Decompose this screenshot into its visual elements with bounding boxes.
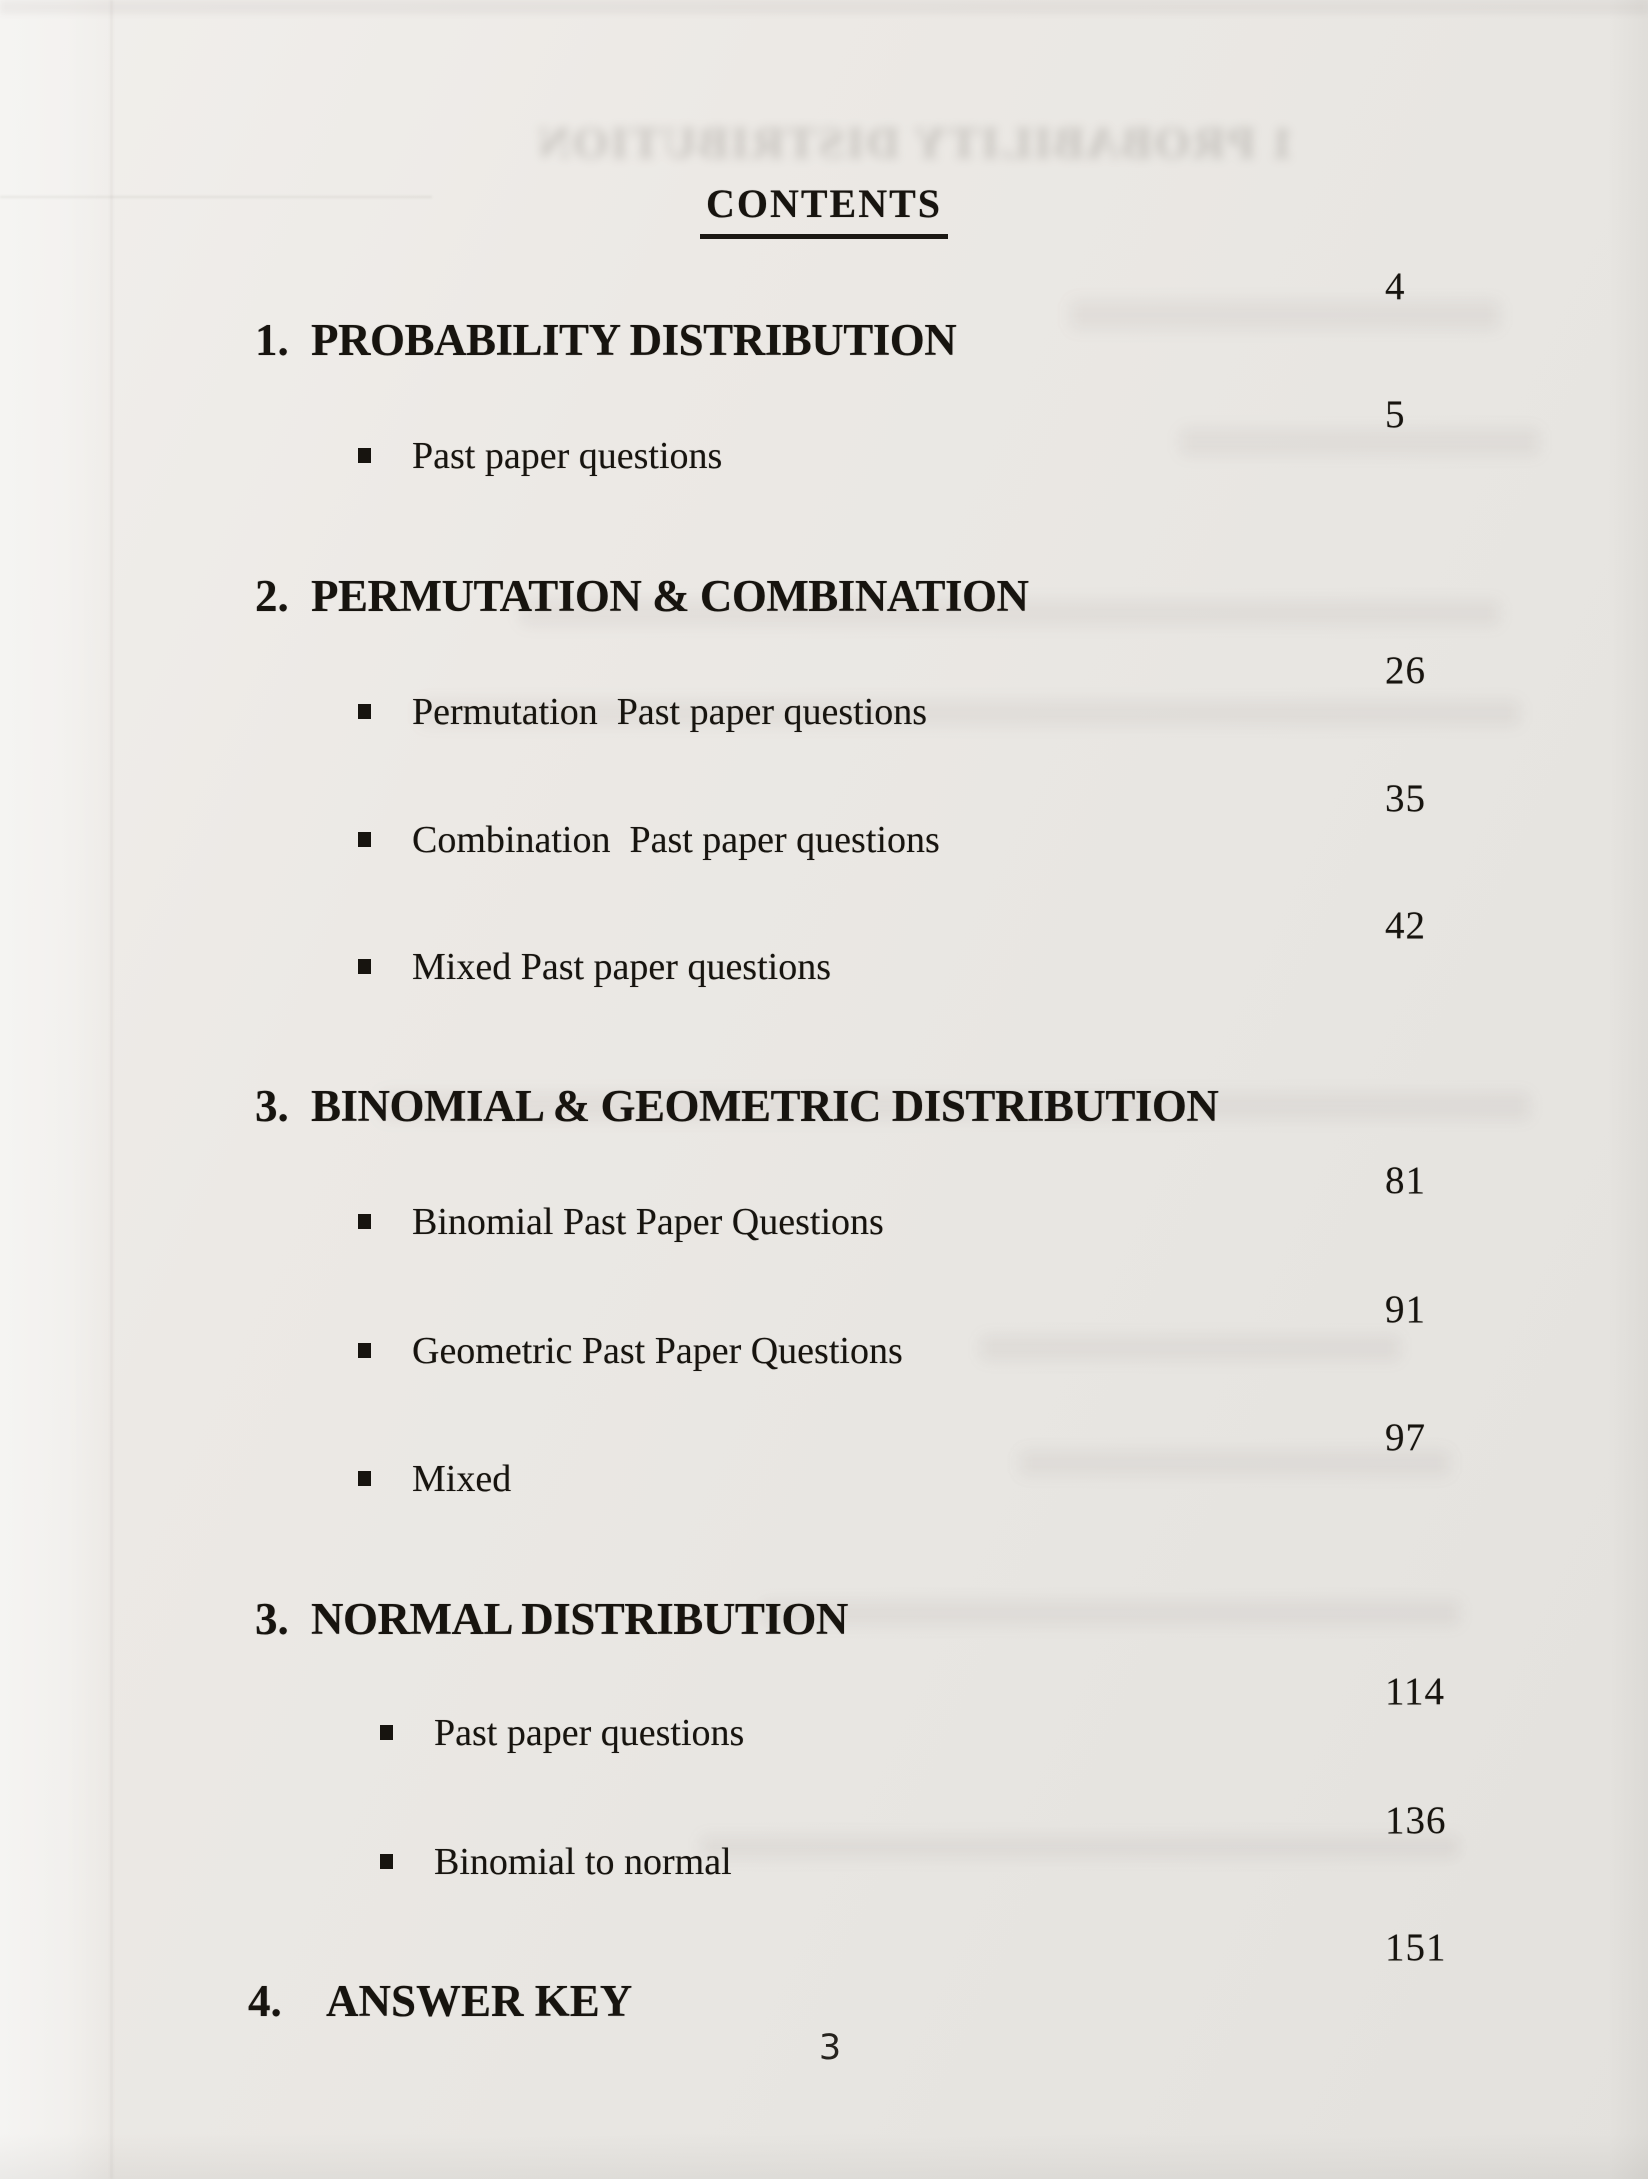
toc-page-number: 114 — [1385, 1670, 1446, 1713]
toc-page-number: 81 — [1385, 1159, 1426, 1202]
toc-entry-number: 3. — [255, 1081, 289, 1131]
toc-page-number: 4 — [1385, 265, 1406, 308]
scan-top-shadow — [0, 0, 1648, 14]
bullet-square-icon — [380, 1725, 393, 1740]
toc-entry-label: Geometric Past Paper Questions — [412, 1330, 903, 1372]
toc-section-row — [0, 518, 1648, 621]
bullet-square-icon — [358, 448, 371, 463]
bullet-square-icon — [358, 704, 371, 719]
toc-page-number: 42 — [1385, 904, 1426, 947]
bleed-through-artifact — [760, 1600, 1460, 1626]
toc-entry-number: 2. — [255, 571, 289, 621]
toc-bullet-row — [0, 1667, 1648, 1754]
bullet-square-icon — [358, 832, 371, 847]
toc-page-number: 151 — [1385, 1926, 1447, 1969]
toc-section-row — [0, 1028, 1648, 1131]
toc-page-number: 136 — [1385, 1799, 1447, 1842]
toc-entry-label: Combination Past paper questions — [412, 819, 940, 861]
toc-bullet-row — [0, 1796, 1648, 1883]
toc-page-number: 91 — [1385, 1288, 1426, 1331]
toc-bullet-row — [0, 390, 1648, 477]
toc-entry-number: 3. — [255, 1594, 289, 1644]
toc-entry-label: ANSWER KEY — [326, 1976, 633, 2026]
toc-entry-label: Mixed Past paper questions — [412, 946, 832, 988]
toc-section-row — [0, 1541, 1648, 1644]
toc-section-row — [0, 1923, 1648, 2026]
footer-page-number: 3 — [818, 2028, 842, 2068]
bullet-square-icon — [358, 1343, 371, 1358]
toc-entry-label: Permutation Past paper questions — [412, 691, 928, 733]
toc-bullet-row — [0, 774, 1648, 861]
ghost-bleedthrough-heading: 1 PROBABILITY DISTRIBUTION — [535, 117, 1294, 168]
toc-page-number: 97 — [1385, 1416, 1426, 1459]
toc-bullet-row — [0, 901, 1648, 988]
toc-entry-label: PROBABILITY DISTRIBUTION — [311, 315, 957, 365]
toc-entry-label: PERMUTATION & COMBINATION — [311, 571, 1029, 621]
bullet-square-icon — [380, 1854, 393, 1869]
toc-entry-label: Past paper questions — [412, 435, 723, 477]
toc-page-number: 26 — [1385, 649, 1426, 692]
toc-bullet-row — [0, 1413, 1648, 1500]
toc-bullet-row — [0, 1285, 1648, 1372]
bullet-square-icon — [358, 959, 371, 974]
toc-entry-label: Binomial to normal — [434, 1841, 732, 1883]
toc-bullet-row — [0, 1156, 1648, 1243]
toc-section-row — [0, 262, 1648, 365]
toc-entry-number: 4. — [248, 1976, 282, 2026]
toc-entry-label: Past paper questions — [434, 1712, 745, 1754]
toc-entry-label: Binomial Past Paper Questions — [412, 1201, 884, 1243]
toc-entry-label: Mixed — [412, 1458, 512, 1500]
toc-page-number: 5 — [1385, 393, 1406, 436]
scan-bottom-shadow — [0, 2133, 1648, 2179]
toc-entry-number: 1. — [255, 315, 289, 365]
bullet-square-icon — [358, 1214, 371, 1229]
toc-bullet-row — [0, 646, 1648, 733]
toc-entry-label: NORMAL DISTRIBUTION — [311, 1594, 848, 1644]
toc-entry-label: BINOMIAL & GEOMETRIC DISTRIBUTION — [311, 1081, 1219, 1131]
toc-page-number: 35 — [1385, 777, 1426, 820]
page-title: CONTENTS — [700, 180, 948, 239]
bullet-square-icon — [358, 1471, 371, 1486]
